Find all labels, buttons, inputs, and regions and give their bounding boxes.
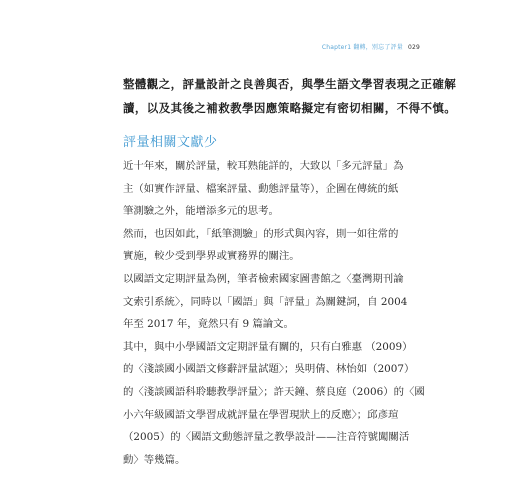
body-line: 年至 2017 年，竟然只有 9 篇論文。 (123, 318, 294, 331)
intro-line: 整體觀之，評量設計之良善與否，與學生語文學習表現之正確解 (123, 77, 457, 91)
body-line: 的〈淺談國小國語文修辭評量試題〉；吳明倩、林怡如（2007） (123, 363, 415, 376)
section-heading: 評量相關文獻少 (123, 135, 218, 150)
page-number: 029 (407, 44, 420, 51)
body-line: 以國語文定期評量為例，筆者檢索國家圖書館之〈臺灣期刊論 (123, 272, 404, 285)
body-text (123, 155, 425, 471)
body-line: 主（如實作評量、檔案評量、動態評量等），企圖在傳統的紙 (123, 182, 399, 195)
chapter-title: Chapter1 翻轉，別忘了評量 (321, 44, 403, 51)
body-line: 然而，也因如此，「紙筆測驗」的形式與內容，則一如往常的 (123, 227, 399, 240)
body-line: 筆測驗之外，能增添多元的思考。 (123, 205, 279, 218)
intro-line: 讀，以及其後之補救教學因應策略擬定有密切相關，不得不慎。 (123, 101, 457, 115)
body-line: 其中，與中小學國語文定期評量有關的，只有白雅惠 （2009） (123, 340, 413, 353)
body-line: 的〈淺談國語科聆聽教學評量〉；許天鐘、蔡良庭（2006）的〈國 (123, 385, 425, 398)
running-header (322, 42, 420, 51)
body-line: 動〉等幾篇。 (123, 453, 186, 466)
body-line: 近十年來，關於評量，較耳熟能詳的，大致以「多元評量」為 (123, 160, 404, 172)
body-line: 文索引系統〉，同時以「國語」與「評量」為關鍵詞，自 2004 (123, 295, 408, 308)
body-line: 小六年級國語文學習成就評量在學習現狀上的反應〉；邱彥瑄 (123, 408, 399, 421)
body-line: 實施，較少受到學界或實務界的關注。 (123, 250, 300, 263)
body-line: （2005）的〈國語文動態評量之教學設計——注音符號闖關活 (123, 431, 410, 444)
intro-bold-paragraph (123, 72, 457, 120)
